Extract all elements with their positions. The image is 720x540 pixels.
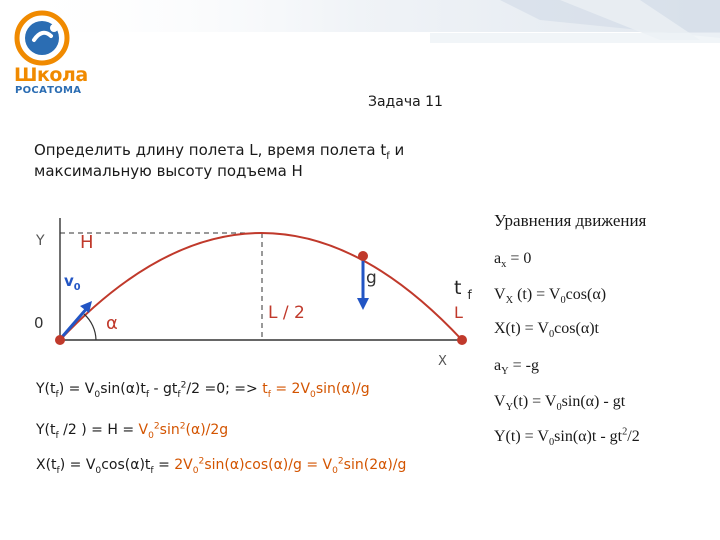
eq-x: $X(t) = V_0\cos(\alpha)t$ xyxy=(494,320,599,341)
equations-heading: Уравнения движения xyxy=(494,211,647,230)
landing-point xyxy=(457,335,467,345)
range-label: L xyxy=(454,303,463,322)
eq-vx: $V_X$ $(t) = V_0\cos(\alpha)$ xyxy=(494,286,607,307)
eq-y: $Y(t) = V_0\sin(\alpha)t - gt^2/2$ xyxy=(494,426,640,449)
formula-range: $X(t_f) = V_0\cos(\alpha)t_f = 2V_0^2\sin(\alpha)\cos(\alpha)/g = V_0^2\sin(2\alpha)/g$ xyxy=(36,456,407,476)
gravity-arrowhead xyxy=(357,298,369,310)
logo-name: Школа xyxy=(14,64,88,86)
origin-label: 0 xyxy=(34,314,44,332)
flight-time-label: t $_f$ xyxy=(454,277,472,302)
task-title: Задача 11 xyxy=(368,94,443,110)
half-range-label: L / 2 xyxy=(268,303,305,323)
projectile-point xyxy=(358,251,368,261)
height-label: H xyxy=(80,232,94,253)
v0-label: $v_0$ xyxy=(64,272,81,293)
trajectory-curve xyxy=(60,233,462,340)
gravity-label: g xyxy=(366,268,377,288)
y-axis-label: Y xyxy=(36,233,45,249)
angle-arc xyxy=(84,314,96,340)
logo-subname: РОСАТОМА xyxy=(15,85,82,96)
launch-point xyxy=(55,335,65,345)
x-axis-label: X xyxy=(438,354,447,369)
problem-line1: Определить длину полета L, время полета $t_f$ и xyxy=(34,141,405,162)
formula-flight-time: $Y(t_f) = V_0\sin(\alpha)t_f - gt_f^2/2 =0$; => $t_f = 2V_0\sin(\alpha)/g$ xyxy=(36,380,370,400)
eq-ax: $a_x = 0$ xyxy=(494,250,532,271)
problem-line2: максимальную высоту подъема H xyxy=(34,162,303,180)
eq-ay: $a_Y = -g$ xyxy=(494,357,539,378)
eq-vy: $V_Y(t) = V_0\sin(\alpha)$ - gt xyxy=(494,393,626,414)
alpha-label: α xyxy=(106,313,118,334)
formula-max-height: $Y(t_f$ /2 ) = $H = V_0^2\sin^2(\alpha)/2g$ xyxy=(36,421,229,441)
v0-vector xyxy=(62,307,88,337)
